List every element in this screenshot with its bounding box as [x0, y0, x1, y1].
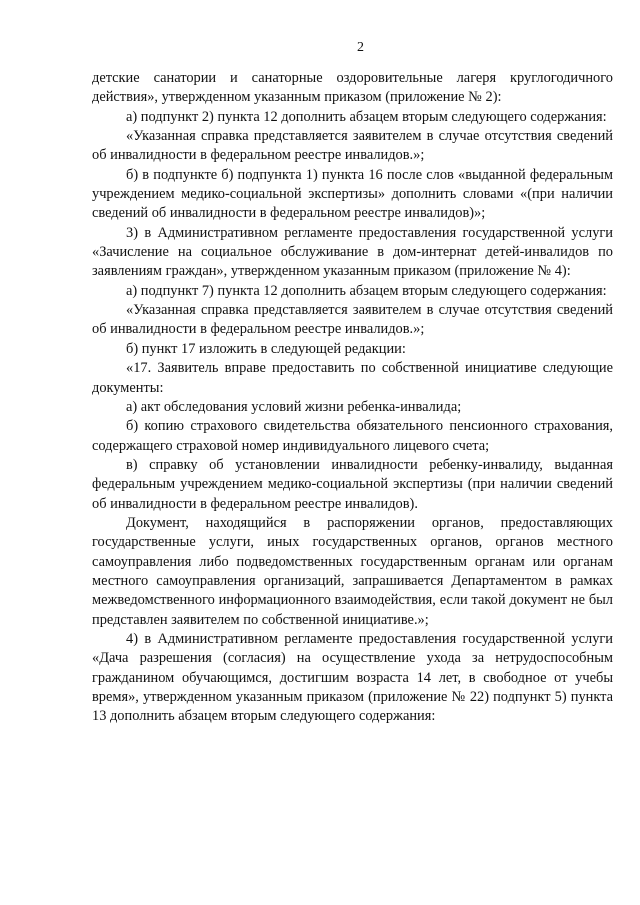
paragraph: а) подпункт 2) пункта 12 дополнить абзацем вторым следующего содержания:: [126, 108, 607, 125]
paragraph: «Указанная справка представляется заявителем в случае отсутствия сведений об инвалидности в федеральном реестре инвалидов.»;: [92, 302, 613, 338]
paragraph: в) справку об установлении инвалидности ребенку-инвалиду, выданная федеральным учреждением медико-социальной экспертизы (при наличии сведений об инвалидности в федеральном реестре инвалидов).: [92, 456, 613, 512]
paragraph: б) в подпункте б) подпункта 1) пункта 16 после слов «выданной федеральным учреждением медико-социальной экспертизы» дополнить словами «(при наличии сведений об инвалидности в федеральном реестре инвалидов)»;: [92, 166, 613, 222]
paragraph: Документ, находящийся в распоряжении органов, предоставляющих государственные услуги, иных государственных органов, органов местного самоуправления либо подведомственных государственным органам или органам местного самоуправления организаций, запрашивается Департаментом в рамках межведомственного информационного взаимодействия, если такой документ не был представлен заявителем по собственной инициативе.»;: [92, 514, 613, 628]
paragraph: б) копию страхового свидетельства обязательного пенсионного страхования, содержащего страховой номер индивидуального лицевого счета;: [92, 418, 613, 454]
paragraph: а) подпункт 7) пункта 12 дополнить абзацем вторым следующего содержания:: [126, 282, 607, 299]
paragraph: детские санатории и санаторные оздоровительные лагеря круглогодичного действия», утвержденном указанным приказом (приложение № 2):: [92, 70, 613, 106]
page-number: 2: [357, 40, 364, 55]
paragraph: «17. Заявитель вправе предоставить по собственной инициативе следующие документы:: [92, 360, 613, 396]
paragraph: 4) в Административном регламенте предоставления государственной услуги «Дача разрешения (согласия) на осуществление ухода за нетрудоспособным гражданином обучающимся, достигшим возраста 14 лет, в свободное от учебы время», утвержденном указанным приказом (приложение № 22) подпункт 5) пункта 13 дополнить абзацем вторым следующего содержания:: [92, 630, 613, 725]
paragraph: а) акт обследования условий жизни ребенка-инвалида;: [126, 398, 462, 415]
paragraph: 3) в Административном регламенте предоставления государственной услуги «Зачисление на социальное обслуживание в дом-интернат детей-инвалидов по заявлениям граждан», утвержденном указанным приказом (приложение № 4):: [92, 224, 613, 280]
paragraph: «Указанная справка представляется заявителем в случае отсутствия сведений об инвалидности в федеральном реестре инвалидов.»;: [92, 128, 613, 164]
document-body: [92, 69, 613, 727]
paragraph: б) пункт 17 изложить в следующей редакции:: [126, 340, 406, 357]
